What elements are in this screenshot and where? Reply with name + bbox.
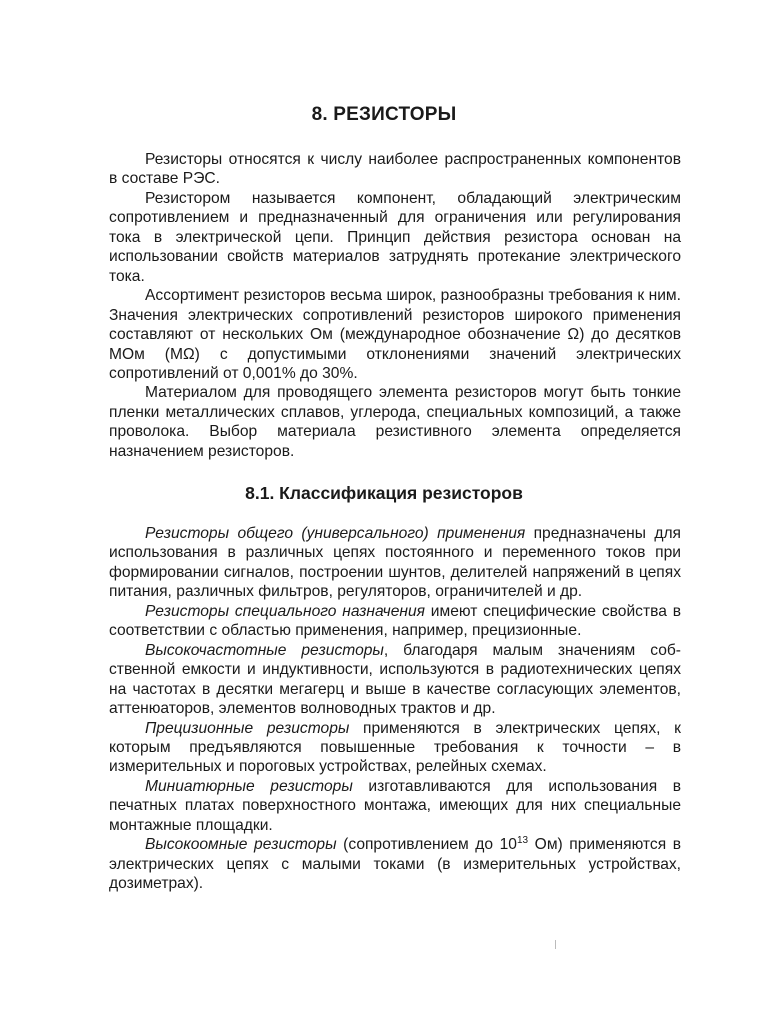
intro-paragraph: Резисторы относятся к числу наиболее распространенных компонентов в составе РЭС. xyxy=(109,151,681,188)
exponent: 13 xyxy=(516,835,529,847)
resistor-type-description: имеют специфические свойства в соответствии с областью применения, например, прецизионные. xyxy=(109,602,681,640)
classification-paragraph xyxy=(109,641,681,719)
classification-paragraph xyxy=(109,524,681,602)
intro-section xyxy=(109,150,681,461)
resistor-type-term: Резисторы общего (универсального) применения xyxy=(145,525,526,542)
resistor-type-description: изготавливаются для использования в печатных платах поверхностного монтажа, имеющих для них специальные монтажные площадки. xyxy=(109,777,681,834)
resistor-type-term: Резисторы специального назначения xyxy=(145,602,425,620)
resistor-type-term: Высокоомные резисторы xyxy=(145,836,337,854)
resistor-type-description: предназначены для использования в различных цепях постоянного и переменного токов при формировании сигналов, построении шунтов, делителей напряжений в цепях питания, различных фильтров, регуляторов, ограничителей и др. xyxy=(109,525,681,601)
intro-paragraph: Резистором называется компонент, обладающий электрическим сопротивлением и предназначенный для ограничения или регулирования тока в электрической цепи. Принцип действия резистора основан на использовании свойств материалов затруднять протекание электрического тока. xyxy=(109,189,681,285)
intro-paragraph: Материалом для проводящего элемента резисторов могут быть тонкие пленки металлических сплавов, углерода, специальных композиций, а также проволока. Выбор материала резистивного элемента определяется назначением резисторов. xyxy=(109,384,681,460)
resistor-type-description: Ом) применяются в электрических цепях с малыми токами (в измерительных устройствах, дозиметрах). xyxy=(109,836,682,893)
scan-speck xyxy=(555,940,556,949)
intro-paragraph: Ассортимент резисторов весьма широк, разнообразны требования к ним. Значения электрических сопротивлений резисторов широкого применения составляют от нескольких Ом (международное обозначение Ω) до десятков МОм (МΩ) с допустимыми отклонениями значений электрических сопротивлений от 0,001% до 30%. xyxy=(109,287,681,382)
section-heading: 8.1. Классификация резисторов xyxy=(245,483,523,503)
chapter-heading: 8. РЕЗИСТОРЫ xyxy=(311,104,457,125)
resistor-type-description: применяются в электрических цепях, к которым предъявляются повышенные требования к точности – в измерительных и пороговых устройствах, релейных схемах. xyxy=(109,719,681,776)
classification-paragraph xyxy=(109,777,681,835)
classification-section xyxy=(109,524,681,894)
resistor-type-description: (сопротивлением до 10 xyxy=(336,836,517,854)
classification-paragraph xyxy=(109,719,681,777)
classification-paragraph xyxy=(109,835,681,893)
resistor-type-term: Прецизионные резисторы xyxy=(145,719,350,737)
resistor-type-term: Миниатюрные резисторы xyxy=(145,777,353,795)
resistor-type-term: Высокочастотные резисторы xyxy=(145,641,384,659)
classification-paragraph xyxy=(109,602,681,641)
resistor-type-description: , благодаря малым значениям собственной емкости и индуктивности, используются в радиотехнических цепях на частотах в десятки мегагерц и выше в качестве согласующих элементов, аттенюаторов, элементов волноводных трактов и др. xyxy=(109,641,681,718)
